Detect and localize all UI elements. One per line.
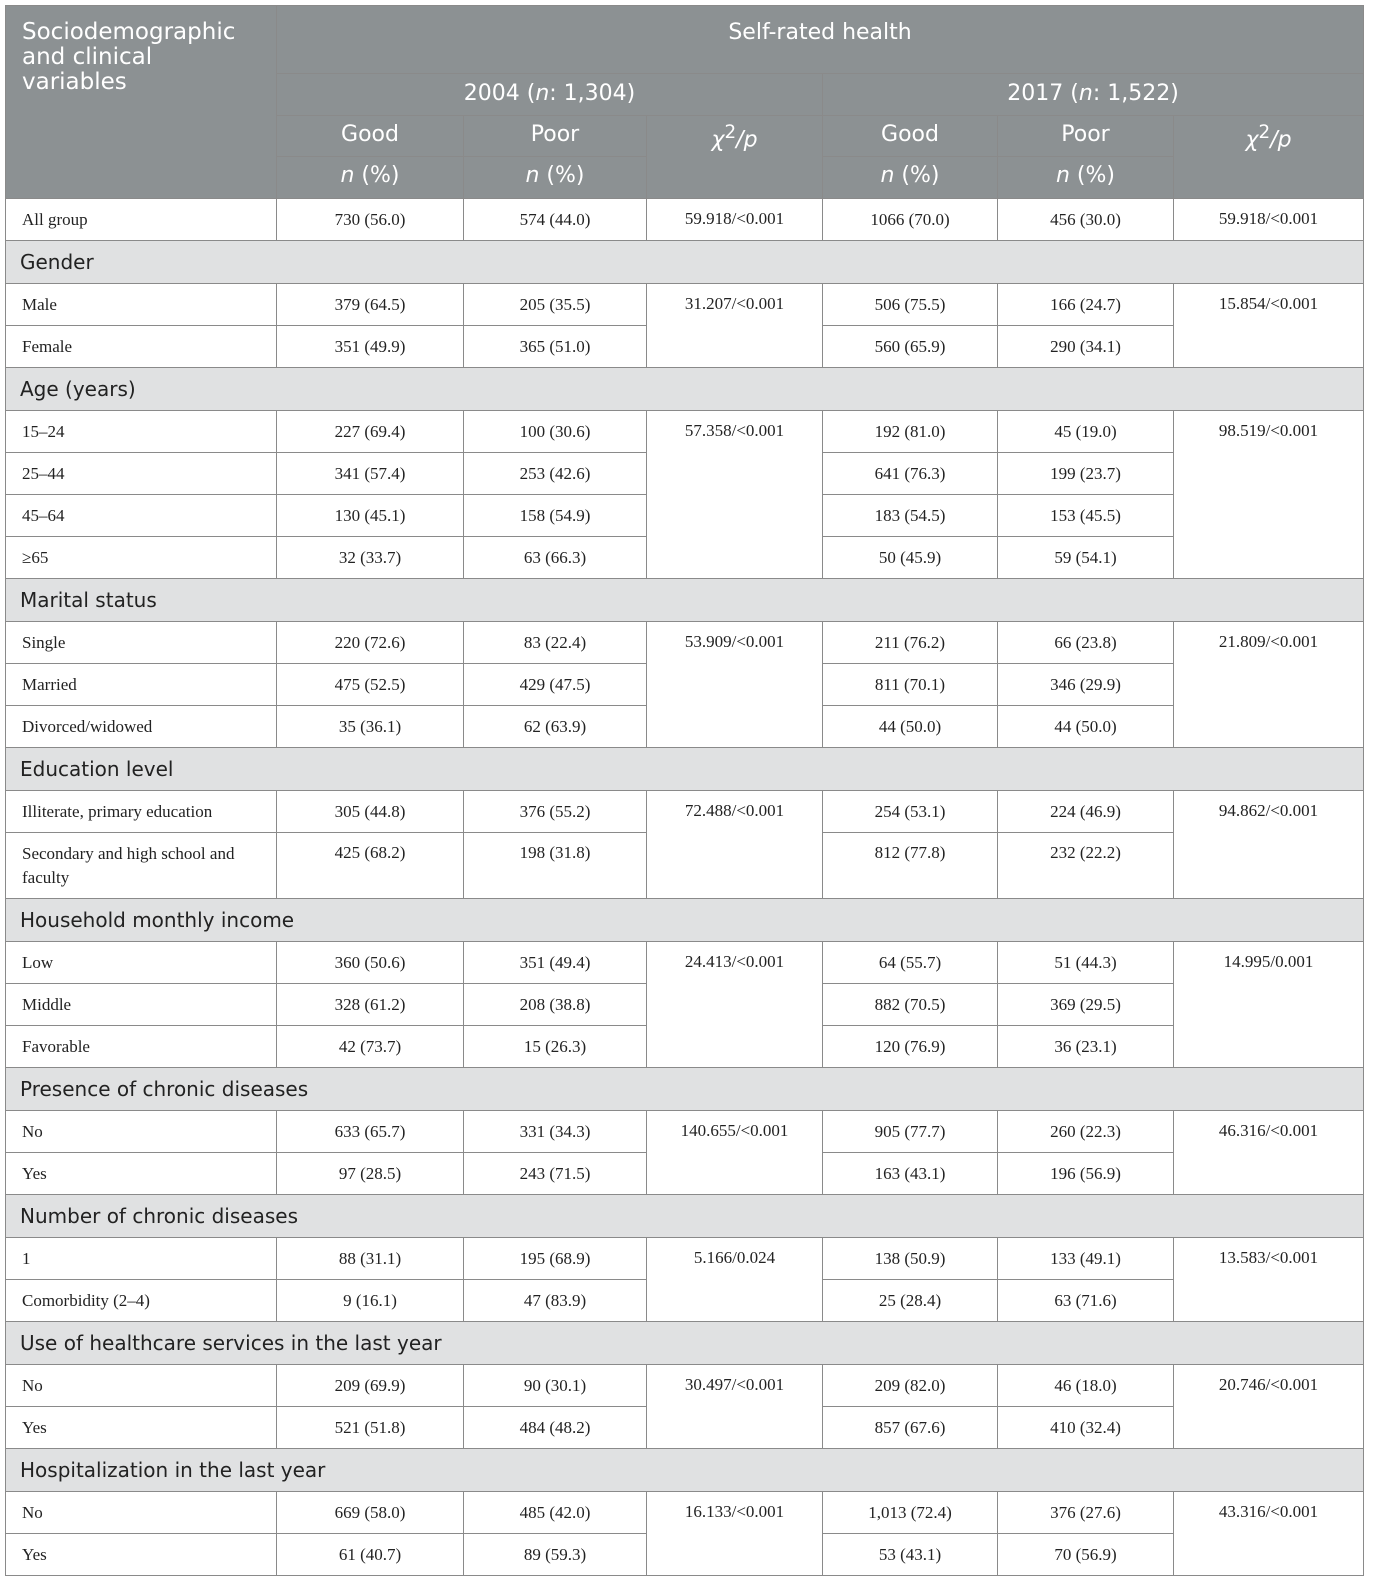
good-2017-value: 905 (77.7) [823,1111,998,1153]
good-2004-value: 633 (65.7) [277,1111,464,1153]
good-2017-value: 183 (54.5) [823,495,998,537]
table-row [6,942,1364,984]
poor-2017-value: 51 (44.3) [998,942,1174,984]
good-2004-value: 425 (68.2) [277,833,464,899]
poor-2004-value: 89 (59.3) [464,1534,647,1576]
good-2004-value: 209 (69.9) [277,1365,464,1407]
poor-2017-value: 166 (24.7) [998,284,1174,326]
poor-2004-value: 158 (54.9) [464,495,647,537]
table-row [6,1492,1364,1534]
good-2017-value: 53 (43.1) [823,1534,998,1576]
chi-2004-value: 59.918/<0.001 [647,199,823,241]
good-2004-value: 669 (58.0) [277,1492,464,1534]
pct-label: (%) [354,163,400,188]
section-row [6,368,1364,411]
good-2004-value: 341 (57.4) [277,453,464,495]
n-italic: n [340,163,355,188]
row-label: Secondary and high school and faculty [6,833,277,899]
good-2017-value: 163 (43.1) [823,1153,998,1195]
poor-2004-value: 376 (55.2) [464,791,647,833]
poor-2017-value: 44 (50.0) [998,706,1174,748]
poor-2017-value: 376 (27.6) [998,1492,1174,1534]
row-label: Favorable [6,1026,277,1068]
section-row [6,899,1364,942]
row-label: No [6,1365,277,1407]
chi-superscript: 2 [1258,122,1271,143]
chi-symbol: χ [1245,127,1259,153]
good-2017-value: 560 (65.9) [823,326,998,368]
good-2017-value: 64 (55.7) [823,942,998,984]
poor-2004-value: 63 (66.3) [464,537,647,579]
chi-p-label: /p [736,127,758,153]
chi-2017-value: 13.583/<0.001 [1174,1238,1364,1322]
good-2004-value: 379 (64.5) [277,284,464,326]
poor-2017-value: 456 (30.0) [998,199,1174,241]
poor-2004-value: 429 (47.5) [464,664,647,706]
section-row [6,579,1364,622]
poor-2017-value: 63 (71.6) [998,1280,1174,1322]
poor-2004-value: 15 (26.3) [464,1026,647,1068]
row-label: All group [6,199,277,241]
row-label: Middle [6,984,277,1026]
n-pct-header [998,157,1174,199]
good-2017-value: 641 (76.3) [823,453,998,495]
poor-2017-value: 46 (18.0) [998,1365,1174,1407]
chi-2004-value: 16.133/<0.001 [647,1492,823,1576]
n-pct-header [277,157,464,199]
good-2017-value: 192 (81.0) [823,411,998,453]
pct-label: (%) [1069,163,1116,188]
row-label: Illiterate, primary education [6,791,277,833]
poor-2004-value: 195 (68.9) [464,1238,647,1280]
good-2004-value: 521 (51.8) [277,1407,464,1449]
row-label: Male [6,284,277,326]
poor-2017-value: 36 (23.1) [998,1026,1174,1068]
chi-2017-value: 59.918/<0.001 [1174,199,1364,241]
good-2004-value: 97 (28.5) [277,1153,464,1195]
poor-2017-value: 153 (45.5) [998,495,1174,537]
good-2004-value: 730 (56.0) [277,199,464,241]
good-2004-value: 35 (36.1) [277,706,464,748]
poor-2004-value: 208 (38.8) [464,984,647,1026]
n-italic: n [525,163,540,188]
chi-2004-value: 5.166/0.024 [647,1238,823,1322]
year-2017-n-label: n [1078,81,1093,106]
section-row [6,748,1364,791]
section-heading: Education level [6,748,1364,791]
row-label: Female [6,326,277,368]
pct-label: (%) [539,163,585,188]
poor-2017-value: 410 (32.4) [998,1407,1174,1449]
row-label: Divorced/widowed [6,706,277,748]
section-heading: Use of healthcare services in the last year [6,1322,1364,1365]
row-label: 25–44 [6,453,277,495]
n-italic: n [1055,163,1070,188]
poor-2004-value: 331 (34.3) [464,1111,647,1153]
good-2017-value: 811 (70.1) [823,664,998,706]
section-row [6,1322,1364,1365]
poor-2004-value: 83 (22.4) [464,622,647,664]
chi-2004-value: 53.909/<0.001 [647,622,823,748]
section-row [6,1068,1364,1111]
good-2017-value: 50 (45.9) [823,537,998,579]
table-row [6,199,1364,241]
chi-2004-value: 30.497/<0.001 [647,1365,823,1449]
chi-2017-value: 46.316/<0.001 [1174,1111,1364,1195]
poor-2017-header: Poor [998,116,1174,157]
poor-2017-value: 290 (34.1) [998,326,1174,368]
pct-label: (%) [894,163,940,188]
table-body [6,199,1364,1576]
good-2004-value: 305 (44.8) [277,791,464,833]
year-2004-n-value: : 1,304 [549,81,627,106]
poor-2004-value: 90 (30.1) [464,1365,647,1407]
row-label: Low [6,942,277,984]
year-2017-label: 2017 [1007,81,1064,106]
poor-2004-value: 484 (48.2) [464,1407,647,1449]
poor-2017-value: 224 (46.9) [998,791,1174,833]
row-label: No [6,1111,277,1153]
poor-2004-value: 485 (42.0) [464,1492,647,1534]
chi-2017-value: 21.809/<0.001 [1174,622,1364,748]
poor-2017-value: 45 (19.0) [998,411,1174,453]
section-heading: Presence of chronic diseases [6,1068,1364,1111]
chi-2017-value: 43.316/<0.001 [1174,1492,1364,1576]
good-2017-value: 138 (50.9) [823,1238,998,1280]
table-row [6,284,1364,326]
good-2004-value: 9 (16.1) [277,1280,464,1322]
poor-2017-value: 59 (54.1) [998,537,1174,579]
row-label: 45–64 [6,495,277,537]
good-2017-value: 211 (76.2) [823,622,998,664]
good-2004-value: 475 (52.5) [277,664,464,706]
good-2017-value: 857 (67.6) [823,1407,998,1449]
good-2017-value: 44 (50.0) [823,706,998,748]
poor-2004-value: 100 (30.6) [464,411,647,453]
good-2017-value: 209 (82.0) [823,1365,998,1407]
poor-2017-value: 199 (23.7) [998,453,1174,495]
section-heading: Age (years) [6,368,1364,411]
poor-2017-value: 346 (29.9) [998,664,1174,706]
n-pct-header [464,157,647,199]
poor-2017-value: 260 (22.3) [998,1111,1174,1153]
good-2004-header: Good [277,116,464,157]
good-2004-value: 130 (45.1) [277,495,464,537]
chi-superscript: 2 [724,122,737,143]
good-2004-value: 328 (61.2) [277,984,464,1026]
row-label: No [6,1492,277,1534]
poor-2017-value: 133 (49.1) [998,1238,1174,1280]
row-label: Married [6,664,277,706]
chi-2017-value: 98.519/<0.001 [1174,411,1364,579]
good-2017-value: 506 (75.5) [823,284,998,326]
poor-2004-value: 243 (71.5) [464,1153,647,1195]
chi-p-label: /p [1270,127,1292,153]
good-2017-header: Good [823,116,998,157]
poor-2004-header: Poor [464,116,647,157]
poor-2004-value: 198 (31.8) [464,833,647,899]
chi-2017-value: 14.995/0.001 [1174,942,1364,1068]
section-row [6,1195,1364,1238]
table-row [6,1238,1364,1280]
good-2004-value: 360 (50.6) [277,942,464,984]
table-row [6,1365,1364,1407]
chi-2017-value: 15.854/<0.001 [1174,284,1364,368]
good-2004-value: 88 (31.1) [277,1238,464,1280]
table-header [6,6,1364,199]
good-2004-value: 351 (49.9) [277,326,464,368]
row-label: 15–24 [6,411,277,453]
good-2017-value: 254 (53.1) [823,791,998,833]
year-2017-n-value: : 1,522 [1092,81,1171,106]
good-2004-value: 220 (72.6) [277,622,464,664]
chi-2004-value: 57.358/<0.001 [647,411,823,579]
row-label: ≥65 [6,537,277,579]
variables-header: Sociodemographic and clinical variables [6,6,277,199]
poor-2017-value: 196 (56.9) [998,1153,1174,1195]
section-heading: Gender [6,241,1364,284]
chi-2004-header [647,116,823,199]
row-label: Single [6,622,277,664]
poor-2017-value: 369 (29.5) [998,984,1174,1026]
poor-2004-value: 47 (83.9) [464,1280,647,1322]
chi-symbol: χ [711,127,725,153]
poor-2004-value: 253 (42.6) [464,453,647,495]
poor-2004-value: 574 (44.0) [464,199,647,241]
n-pct-header [823,157,998,199]
good-2004-value: 32 (33.7) [277,537,464,579]
chi-2017-header [1174,116,1364,199]
table-row [6,1111,1364,1153]
section-heading: Number of chronic diseases [6,1195,1364,1238]
good-2004-value: 61 (40.7) [277,1534,464,1576]
section-heading: Household monthly income [6,899,1364,942]
poor-2004-value: 351 (49.4) [464,942,647,984]
section-heading: Marital status [6,579,1364,622]
poor-2017-value: 66 (23.8) [998,622,1174,664]
good-2017-value: 120 (76.9) [823,1026,998,1068]
good-2017-value: 25 (28.4) [823,1280,998,1322]
chi-2004-value: 24.413/<0.001 [647,942,823,1068]
chi-2004-value: 72.488/<0.001 [647,791,823,899]
good-2017-value: 1066 (70.0) [823,199,998,241]
poor-2017-value: 70 (56.9) [998,1534,1174,1576]
chi-2004-value: 140.655/<0.001 [647,1111,823,1195]
table-row [6,622,1364,664]
chi-2017-value: 94.862/<0.001 [1174,791,1364,899]
n-italic: n [880,163,895,188]
table-row [6,791,1364,833]
year-2004-header: 2004 (n: 1,304) [277,74,823,116]
good-2017-value: 812 (77.8) [823,833,998,899]
poor-2004-value: 365 (51.0) [464,326,647,368]
section-heading: Hospitalization in the last year [6,1449,1364,1492]
results-table [5,5,1364,1576]
row-label: Yes [6,1153,277,1195]
good-2017-value: 1,013 (72.4) [823,1492,998,1534]
section-row [6,241,1364,284]
good-2004-value: 227 (69.4) [277,411,464,453]
year-2004-n-label: n [535,81,550,106]
good-2004-value: 42 (73.7) [277,1026,464,1068]
row-label: Yes [6,1407,277,1449]
chi-2017-value: 20.746/<0.001 [1174,1365,1364,1449]
row-label: 1 [6,1238,277,1280]
good-2017-value: 882 (70.5) [823,984,998,1026]
table-row [6,411,1364,453]
self-rated-health-header: Self-rated health [277,6,1364,74]
poor-2004-value: 62 (63.9) [464,706,647,748]
year-2017-header: 2017 (n: 1,522) [823,74,1364,116]
poor-2017-value: 232 (22.2) [998,833,1174,899]
row-label: Yes [6,1534,277,1576]
section-row [6,1449,1364,1492]
chi-2004-value: 31.207/<0.001 [647,284,823,368]
year-2004-label: 2004 [463,81,520,106]
poor-2004-value: 205 (35.5) [464,284,647,326]
row-label: Comorbidity (2–4) [6,1280,277,1322]
